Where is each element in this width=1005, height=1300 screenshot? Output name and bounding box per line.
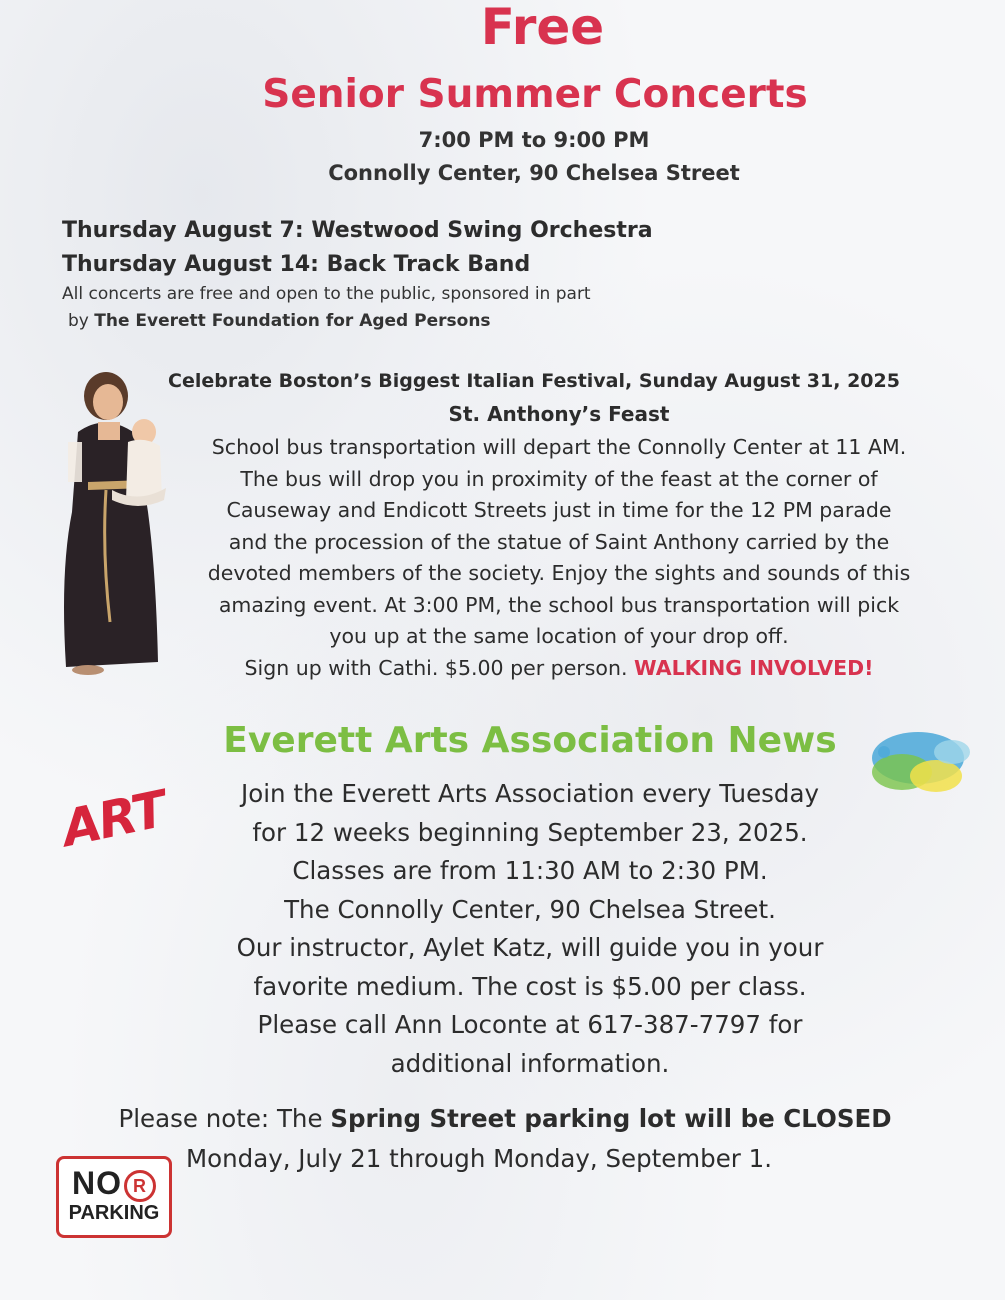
arts-line: The Connolly Center, 90 Chelsea Street. (284, 894, 776, 924)
festival-line: The bus will drop you in proximity of the feast at the corner of (240, 466, 878, 491)
feast-name: St. Anthony’s Feast (448, 402, 670, 426)
arts-line: Classes are from 11:30 AM to 2:30 PM. (292, 856, 768, 885)
parking-notice (0, 1104, 1005, 1133)
paint-splash-icon (866, 722, 976, 804)
festival-line: Causeway and Endicott Streets just in time for the 12 PM parade (226, 498, 892, 522)
festival-line: and the procession of the statue of Saint Anthony carried by the (228, 529, 890, 554)
free-heading: Free (480, 0, 605, 56)
festival-signup (160, 653, 958, 685)
festival-line: School bus transportation will depart the Connolly Center at 11 AM. (211, 435, 907, 459)
festival-line: you up at the same location of your drop off. (329, 624, 789, 648)
concert-time: 7:00 PM to 9:00 PM (418, 128, 650, 152)
sponsor-by: by (68, 311, 89, 331)
sign-parking: PARKING (68, 1201, 160, 1224)
arts-line: Please call Ann Loconte at 617-387-7797 for (257, 1010, 803, 1039)
sponsor-name: The Everett Foundation for Aged Persons (94, 311, 491, 331)
arts-section-title: Everett Arts Association News (223, 720, 837, 761)
sign-no (59, 1165, 169, 1202)
parking-dates: Monday, July 21 through Monday, September 1. (186, 1144, 773, 1173)
walking-warning: WALKING INVOLVED! (634, 655, 874, 680)
parking-prefix: Please note: The (118, 1104, 323, 1133)
festival-description (160, 432, 958, 684)
parking-closed: Spring Street parking lot will be CLOSED (330, 1104, 892, 1133)
page-title: Senior Summer Concerts (262, 72, 808, 117)
concert-location: Connolly Center, 90 Chelsea Street (328, 161, 740, 185)
festival-headline: Celebrate Boston’s Biggest Italian Festival, Sunday August 31, 2025 (168, 370, 900, 392)
sign-no-text: NO (72, 1165, 122, 1201)
concert-item: Thursday August 7: Westwood Swing Orchestra (62, 218, 653, 243)
concert-item: Thursday August 14: Back Track Band (62, 252, 531, 277)
concert-sponsor (68, 311, 491, 331)
arts-line: for 12 weeks beginning September 23, 2025. (252, 817, 808, 847)
arts-line: favorite medium. The cost is $5.00 per class. (253, 971, 807, 1001)
arts-line: additional information. (390, 1048, 670, 1078)
festival-line: devoted members of the society. Enjoy the sights and sounds of this (207, 561, 911, 585)
festival-line: amazing event. At 3:00 PM, the school bus transportation will pick (218, 592, 900, 617)
art-logo: ART (57, 779, 170, 859)
saint-anthony-image (58, 372, 173, 682)
arts-description (190, 775, 870, 1083)
no-parking-icon: R (124, 1170, 156, 1202)
signup-text: Sign up with Cathi. $5.00 per person. (244, 655, 628, 680)
no-parking-sign (56, 1156, 172, 1238)
arts-line: Join the Everett Arts Association every Tuesday (241, 779, 819, 808)
arts-line: Our instructor, Aylet Katz, will guide you in your (236, 933, 824, 962)
concert-note: All concerts are free and open to the public, sponsored in part (62, 284, 591, 304)
